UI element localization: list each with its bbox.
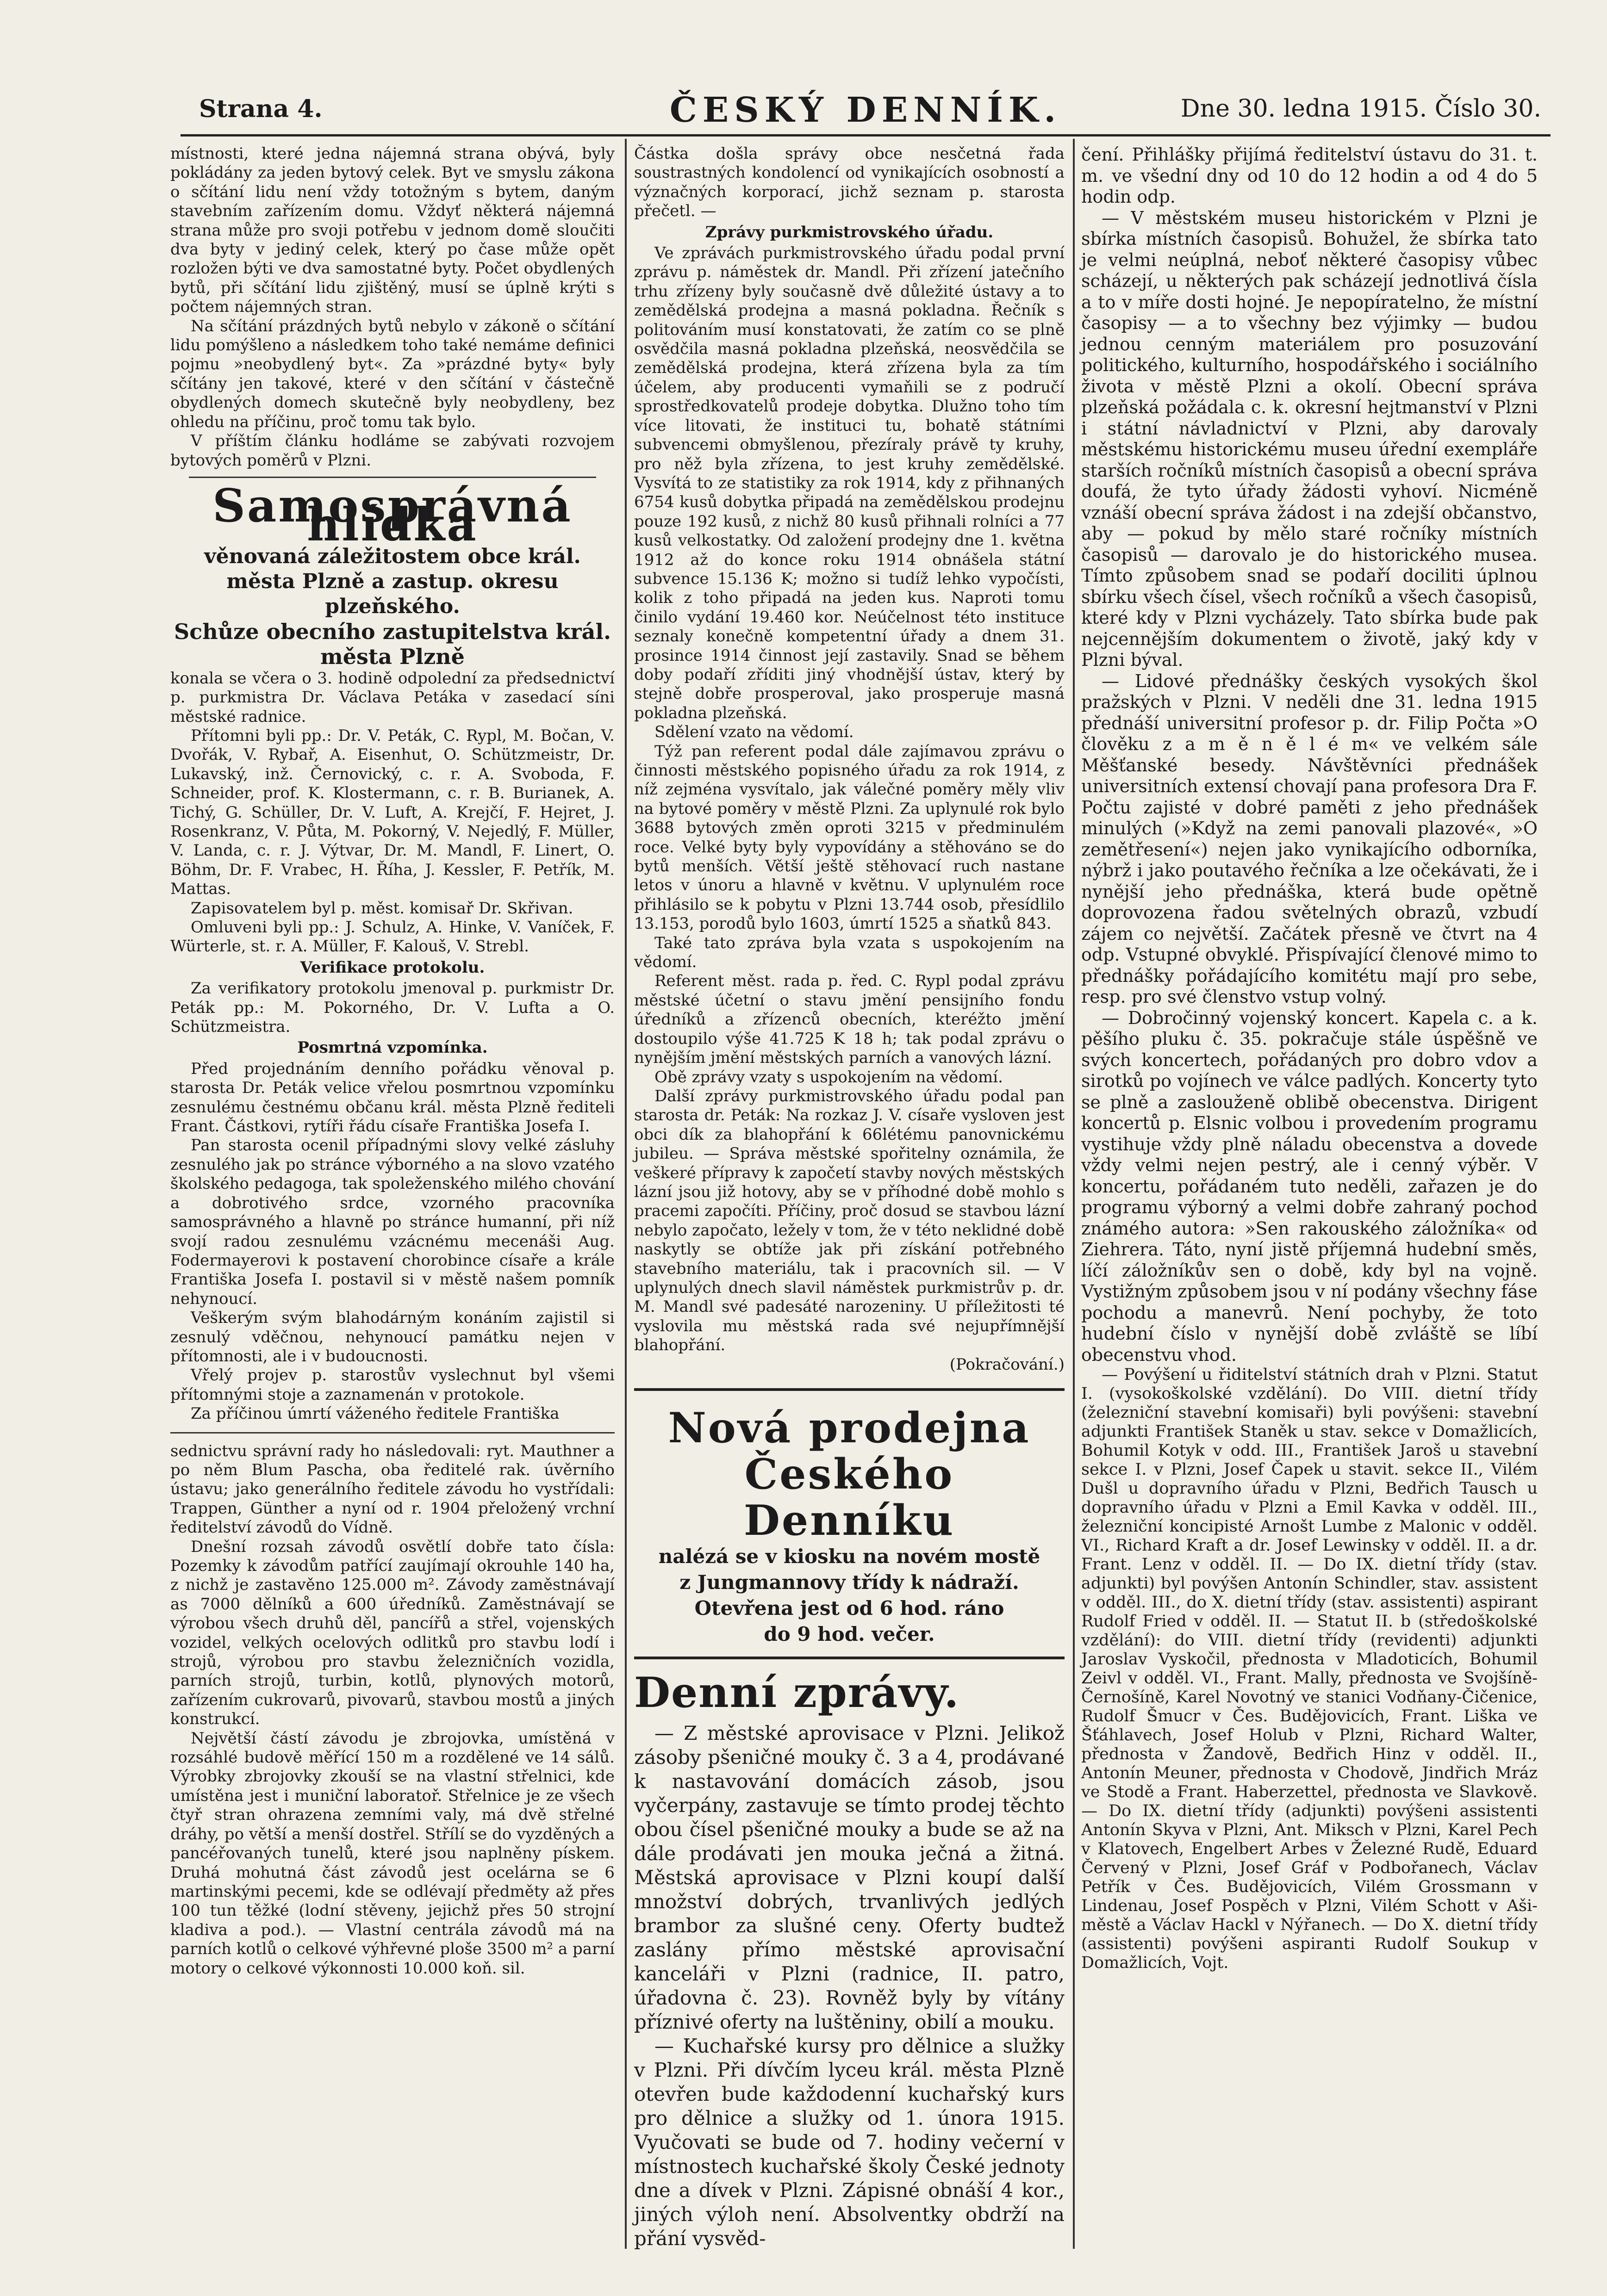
article-paragraph: Pan starosta ocenil případnými slovy velké zásluhy zesnulého jak po stránce výborného a na slovo vzatého školského pedagoga, tak spoleženského milého chování a dobrotivého srdce, vzorného pracovníka samosprávného a hlavně po stránce humanní, při níž svojí radou zesnulému vzácnému mecenáši Aug. Fodermayerovi k postavení chorobince císaře a krále Františka Josefa I. postavil si v městě našem pomník nehynoucí. [170, 1136, 615, 1308]
subheading: Posmrtná vzpomínka. [297, 1038, 488, 1057]
page-number: Strana 4. [199, 95, 323, 123]
article-paragraph: Největší částí závodu je zbrojovka, umístěná v rozsáhlé budově měřící 150 m a rozdělené ve 14 sálů. Výrobky zbrojovky zkouší se na vlastní střelnici, kde umístěna jest i muniční laboratoř. Střelnice je ze všech čtyř stran ohrazena zemními valy, má dvě střelné dráhy, po větší a menší dostřel. Střílí se do vyzděných a pancéřovaných tunelů, které jsou naplněny pískem. Druhá mohutná část závodů jest ocelárna se 6 martinskými pecemi, kde se odlévají předměty až přes 100 tun těžké (lodní stěveny, jejichž přes 50 strojní kladiva a pod.). — Vlastní centrála závodů má na parních kotlů o celkové výhřevné ploše 3500 m² a parní motory o celkové výkonnosti 10.000 koň. sil. [170, 1729, 615, 1978]
page-header [181, 90, 1551, 137]
ad-line: do 9 hod. večer. [764, 1623, 935, 1645]
article-paragraph: Týž pan referent podal dále zajímavou zprávu o činnosti městského popisného úřadu za rok 1914, z níž zejména vysvítalo, jak válečné poměry měly vliv na bytové poměry v městě Plzni. Za uplynulé rok bylo 3688 bytových změn oproti 3215 v předminulém roce. Velké byty byly vypovídány a stěhováno se do bytů menších. Větší ještě stěhovací ruch nastane letos v únoru a hlavně v květnu. V uplynulém roce přihlásilo se k pobytu v Plzni 13.744 osob, přesídlilo 13.153, porodů bylo 1603, úmrtí 1525 a sňatků 843. [634, 742, 1065, 933]
article-paragraph: Veškerým svým blahodárným konáním zajistil si zesnulý vděčnou, nehynoucí památku nejen v přítomnosti, ale i v budoucnosti. [170, 1309, 615, 1365]
article-paragraph: Vřelý projev p. starostův vyslechnut byl všemi přítomnými stoje a zaznamenán v protokole. [170, 1366, 615, 1404]
article-paragraph: Sdělení vzato na vědomí. [654, 723, 854, 742]
subheading: Zprávy purkmistrovského úřadu. [705, 223, 994, 242]
article-paragraph: Na sčítání prázdných bytů nebylo v zákoně o sčítání lidu pomýšleno a následkem toho také nemáme definici pojmu »neobydlený byt«. Za »prázdné byty« byly sčítány jen takové, které v den sčítání v částečně obydlených domech skutečně byly neobydleny, bez ohledu na příčinu, proč tomu tak bylo. [170, 316, 615, 431]
article-paragraph: Částka došla správy obce nesčetná řada soustrastných kondolencí od vynikajících osobností a význačných korporací, jichž seznam p. starosta přečetl. — [634, 144, 1065, 221]
article-paragraph: Omluveni byli pp.: J. Schulz, A. Hinke, V. Vaníček, F. Würterle, st. r. A. Müller, F. Kalouš, V. Strebl. [170, 918, 615, 956]
article-paragraph: Před projednáním denního pořádku věnoval p. starosta Dr. Peták velice vřelou posmrtnou vzpomínku zesnulému čestnému občanu král. města Plzně řediteli Frant. Částkovi, rytíři řádu císaře Františka Josefa I. [170, 1059, 615, 1136]
news-item: — Kuchařské kursy pro dělnice a služky v Plzni. Při dívčím lyceu král. města Plzně otevřen bude každodenní kuchařský kurs pro dělnice a služky od 1. února 1915. Vyučovati se bude od 7. hodiny večerní v místnostech kuchařské školy České jednoty dne a dívek v Plzni. Zápisné obnáší 4 kor., jiných výloh není. Absolventky obdrží na přání vysvěd- [634, 2035, 1065, 2250]
article-paragraph: místnosti, které jedna nájemná strana obývá, byly pokládány za jeden bytový celek. Byt ve smyslu zákona o sčítání lidu není vždy totožným s bytem, daným stavebním zařízením domu. Vždyť některá nájemná strana může pro svoji potřebu v jednom domě sloučiti dva byty v jediný celek, který po čase může opět rozložen býti ve dva samostatné byty. Počet obydlených bytů, při sčítání lidu zjištěný, musí se úplně krýti s počtem nájemných stran. [170, 144, 615, 316]
column-1 [170, 144, 615, 1978]
column-3 [1081, 144, 1538, 1973]
news-title: Denní zprávy. [634, 1668, 960, 1717]
news-item: — Lidové přednášky českých vysokých škol pražských v Plzni. V neděli dne 31. ledna 1915 přednáší universitní profesor p. dr. Filip Počta »O člověku z a m ě n ě l é m« ve velkém sále Měšťanské besedy. Návštěvníci přednášek universitních extensí chovají pana profesora Dra F. Počtu zajisté v dobré paměti z jeho přednášek minulých (»Když na zemi panovali plazové«, »O zemětřesení«) nejen jako vynikajícího odborníka, nýbrž i jako poutavého řečníka a lze očekávati, že i nynější jeho přednáška, která bude opětně doprovozena řadou světelných obrazů, vzbudí zájem co největší. Začátek přesně ve čtvrt na 4 odp. Vstupné obvyklé. Přispívající členové mimo to přednášky pořádajícího komitétu mají pro sebe, resp. pro své členstvo vstup volný. [1081, 670, 1538, 1007]
article-paragraph: Zapisovatelem byl p. měst. komisař Dr. Skřivan. [191, 899, 573, 918]
divider [170, 1432, 615, 1433]
subheading: Verifikace protokolu. [300, 958, 485, 977]
article-paragraph: Za verifikatory protokolu jmenoval p. purkmistr Dr. Peták pp.: M. Pokorného, Dr. V. Lufta a O. Schützmeistra. [170, 979, 615, 1036]
ad-line: Otevřena jest od 6 hod. ráno [694, 1597, 1004, 1620]
divider [189, 477, 596, 478]
article-paragraph: Referent měst. rada p. řed. C. Rypl podal zprávu městské účetní o stavu jmění pensijního fondu úředníků a zřízenců obecních, kteréžto jmění dostoupilo výše 41.725 K 18 h; tak podal zprávu o nynějším jmění městských parních a vanových lázní. [634, 972, 1065, 1067]
ad-line: z Jungmannovy třídy k nádraží. [679, 1571, 1019, 1594]
article-paragraph: Další zprávy purkmistrovského úřadu podal pan starosta dr. Peták: Na rozkaz J. V. císaře vysloven jest obci dík za blahopřání k 66létému panovnickému jubileu. — Správa městské spořitelny oznámila, že veškeré přípravy k započetí stavby nových městských lázní jsou již hotovy, aby se v příhodné době mohlo s pracemi započíti. Příčiny, proč dosud se stavbou lázní nebylo započato, ležely v tom, že v této neklidné době naskytly se obtíže jak při získání potřebného stavebního materiálu, tak i pracovních sil. — V uplynulých dnech slavil náměstek purkmistrův p. dr. M. Mandl své padesáté narozeniny. U příležitosti té vyslovila mu městská rada své nejupřímnější blahopřání. [634, 1086, 1065, 1355]
masthead: ČESKÝ DENNÍK. [669, 90, 1062, 130]
advertisement-box [634, 1388, 1065, 1659]
article-paragraph: sednictvu správní rady ho následovali: ryt. Mauthner a po něm Blum Pascha, oba ředitelé rak. úvěrního ústavu; jako generálního ředitele závodu ho vystřídali: Trappen, Günther a nyní od r. 1904 přeložený vrchní ředitelství závodů do Vídně. [170, 1441, 615, 1537]
ad-line: nalézá se v kiosku na novém mostě [658, 1545, 1040, 1568]
section-title: Samosprávná hlídka [212, 479, 573, 552]
article-paragraph: Za příčinou úmrtí váženého ředitele Františka [191, 1404, 560, 1423]
meeting-title: Schůze obecního zastupitelstva král. města Plzně [174, 619, 611, 669]
section-subtitle: věnovaná záležitostem obce král. města Plzně a zastup. okresu plzeňského. [204, 544, 581, 618]
article-paragraph: V příštím článku hodláme se zabývati rozvojem bytových poměrů v Plzni. [170, 432, 615, 470]
issue-date: Dne 30. ledna 1915. Číslo 30. [1180, 95, 1541, 123]
news-item: — V městském museu historickém v Plzni je sbírka místních časopisů. Bohužel, že sbírka tato je velmi neúplná, neboť některé časopisy vůbec scházejí, u některých pak scházejí jednotlivá čísla a to v míře dosti hojné. Je nepopíratelno, že místní časopisy — a to všechny bez výjimky — budou jednou cenným materiálem pro posuzování politického, kulturního, hospodářského i sociálního života v městě Plzni a okolí. Obecní správa plzeňská požádala c. k. okresní hejtmanství v Plzni i státní návladnictví v Plzni, aby darovaly městskému historickému museu úřední exempláře starších ročníků místních časopisů a obecní správa doufá, že tyto úřady žádosti vyhoví. Nicméně vznáší obecní správa žádost i na zdejší občanstvo, aby — pokud by mělo staré ročníky místních časopisů — darovalo je do historického musea. Tímto způsobem snad se podaří dociliti úplnou sbírku všech čísel, všech ročníků a všech časopisů, které kdy v Plzni vycházely. Tato sbírka bude pak nejcennějším dokumentem o životě, jaký kdy v Plzni býval. [1081, 207, 1538, 670]
news-item: — Z městské aprovisace v Plzni. Jelikož zásoby pšeničné mouky č. 3 a 4, prodávané k nastavování domácích zásob, jsou vyčerpány, zastavuje se tímto prodej těchto obou čísel pšeničné mouky a bude se až na dále prodávati jen mouka ječná a žitná. Městská aprovisace v Plzni koupí další množství dobrých, trvanlivých jedlých brambor za slušné ceny. Oferty budtež zaslány přímo městské aprovisační kanceláři v Plzni (radnice, II. patro, úřadovna č. 23). Rovněž byly by vítány příznivé oferty na luštěniny, obilí a mouku. [634, 1722, 1065, 2033]
column-rule-1 [625, 139, 627, 2249]
article-paragraph: konala se včera o 3. hodině odpolední za předsednictví p. purkmistra Dr. Václava Petáka v zasedací síni městské radnice. [170, 669, 615, 726]
news-item: čení. Přihlášky přijímá ředitelství ústavu do 31. t. m. ve všední dny od 10 do 12 hodin a od 4 do 5 hodin odp. [1081, 144, 1538, 207]
continued-note: (Pokračování.) [949, 1355, 1065, 1374]
article-paragraph: Také tato zpráva byla vzata s uspokojením na vědomí. [634, 933, 1065, 972]
news-item: — Dobročinný vojenský koncert. Kapela c. a k. pěšího pluku č. 35. pokračuje stále úspěšně ve svých koncertech, pořádaných pro dobro vdov a sirotků po vojínech ve válce padlých. Koncerty tyto se plně a zaslouženě oblibě obecenstva. Dirigent koncertů p. Elsnic volbou i provedením programu vystihuje vždy plně náladu obecenstva a dovede vždy velmi nejen pestrý, ale i cenný výběr. V koncertu, pořádaném tuto neděli, zařazen je do programu výborný a velmi dobře zahraný pochod známého autora: »Sen rakouského záložníka« od Ziehrera. Táto, nyní jistě příjemná hudební směs, líčí záložníkův sen o době, kdy byl na vojně. Vystižným způsobem jsou v ní podány všechny fáse pochodu a manevrů. Není pochyby, že toto hudební číslo v nynější době zvláště se líbí obecenstvu vhod. [1081, 1007, 1538, 1365]
article-paragraph: Ve zprávách purkmistrovského úřadu podal první zprávu p. náměstek dr. Mandl. Při zřízení jatečního trhu zřízeny byly současně dvě důležité ústavy a to zemědělská prodejna a masná pokladna. Řečník s politováním musí konstatovati, že zatím co se plně osvědčila masná pokladna plzeňská, neosvědčila se zemědělská prodejna, která zřízena byla za tím účelem, aby producenti vymaňili se z područí sprostředkovatelů prodeje dobytka. Dlužno toho tím více litovati, že instituci tu, bohatě státními subvencemi obmyšlenou, přezíraly právě ty kruhy, pro něž byla zřízena, to jest kruhy zemědělské. Vysvítá to ze statistiky za rok 1914, kdy z přihnaných 6754 kusů dobytka připadá na zemědělskou prodejnu pouze 192 kusů, z nichž 80 kusů přihnali rolníci a 77 kusů velkostatky. Od založení prodejny dne 1. května 1912 až do konce roku 1914 obnášela státní subvence 15.136 K; možno si tudíž lehko vypočísti, kolik z toho připadá na jeden kus. Naproti tomu činilo vydání 19.460 kor. Neúčelnost této instituce seznaly konečně kompetentní úřady a dnem 31. prosince 1914 činnost její zastavily. Snad se během doby podaří zříditi jiný vhodnější ústav, který by stejně dobře prosperoval, jako prosperuje masná pokladna plzeňská. [634, 244, 1065, 722]
article-paragraph: Obě zprávy vzaty s uspokojením na vědomí. [654, 1067, 1003, 1086]
article-paragraph: Dnešní rozsah závodů osvětlí dobře tato čísla: Pozemky k závodům patřící zaujímají okrouhle 140 ha, z nichž je zastavěno 125.000 m². Závody zaměstnávají as 7000 dělníků a 600 úředníků. Zaměstnávají se výrobou všech druhů děl, pancířů a střel, vojenských vozidel, velkých ocelových odlitků pro stavbu lodí i strojů, výrobou pro stavbu železničních vozidla, parních strojů, turbin, kotlů, plynových motorů, zařízením cukrovarů, pivovarů, stavbou mostů a jiných konstrukcí. [170, 1537, 615, 1729]
column-rule-2 [1073, 139, 1075, 2249]
column-2 [634, 144, 1065, 2251]
ad-title: Nová prodejna Českého Denníku [668, 1403, 1031, 1545]
article-paragraph: Přítomni byli pp.: Dr. V. Peták, C. Rypl, M. Bočan, V. Dvořák, V. Rybař, A. Eisenhut, O. Schützmeistr, Dr. Lukavský, inž. Černovický, c. r. A. Svoboda, F. Schneider, prof. K. Klostermann, c. r. B. Burianek, A. Tichý, G. Schüller, Dr. V. Luft, A. Krejčí, F. Hejret, J. Rosenkranz, V. Půta, M. Pokorný, V. Nejedlý, F. Müller, V. Landa, c. r. J. Výtvar, Dr. M. Mandl, F. Linert, O. Böhm, Dr. F. Vrabec, H. Říha, J. Kessler, F. Petřík, M. Mattas. [170, 726, 615, 899]
news-item: — Povýšení u řiditelství státních drah v Plzni. Statut I. (vysokoškolské vzdělání). Do VIII. dietní třídy (železniční stavební komisaři) byli povýšeni: stavební adjunkti František Staněk u stav. sekce v Domažlicích, Bohumil Kotyk v odd. III., František Jaroš u stavební sekce I. v Plzni, Josef Čapek u stavit. sekce II., Vilém Dušl u dopravního úřadu v Plzni, Bedřich Tausch u dopravního úřadu v Plzni a Emil Kavka v odděl. III., železniční koncipisté Arnošt Lumbe z Malonic v odděl. VI., Richard Kraft a dr. Josef Lewinsky v odděl. II. a dr. Frant. Lenz v odděl. II. — Do IX. dietní třídy (stav. adjunkti) byl povýšen Antonín Schindler, stav. assistent v odděl. III., do X. dietní třídy (stav. assistenti) aspirant Rudolf Fried v odděl. II. — Statut II. b (středoškolské vzdělání): do VIII. dietní třídy (revidenti) adjunkti Jaroslav Vyskočil, přednosta v Mladoticích, Bohumil Zeivl v odděl. VI., Frant. Mally, přednosta ve Svojšíně-Černošíně, Karel Novotný ve stanici Vodňany-Čičenice, Rudolf Šmucr v Čes. Budějovicích, Frant. Liška ve Šťáhlavech, Josef Holub v Plzni, Richard Walter, přednosta v Žandově, Bedřich Hinz v odděl. II., Antonín Meuner, přednosta v Chodově, Jindřich Mráz ve Stodě a Frant. Haberzettel, přednosta ve Slavkově. — Do IX. dietní třídy (adjunkti) povýšeni assistenti Antonín Skyva v Plzni, Ant. Miksch v Plzni, Karel Pech v Klatovech, Engelbert Arbes v Železné Rudě, Eduard Červený v Plzni, Josef Gráf v Podbořanech, Václav Petřík v Čes. Budějovicích, Vilém Grossmann v Lindenau, Josef Pospěch v Plzni, Vilém Schott v Aši-městě a Václav Hackl v Nýřanech. — Do X. dietní třídy (assistenti) povýšeni aspiranti Rudolf Soukup v Domažlicích, Vojt. [1081, 1365, 1538, 1972]
